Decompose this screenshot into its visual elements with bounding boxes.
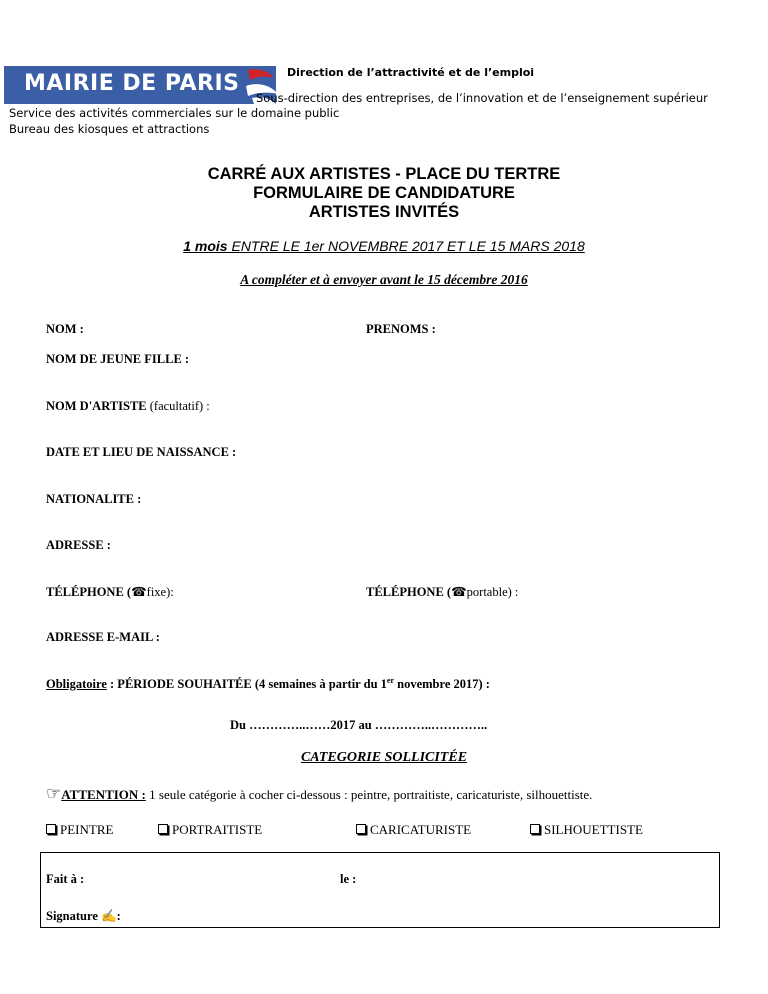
obligatoire-sup: er	[386, 676, 395, 685]
logo-text: MAIRIE DE PARIS	[24, 71, 240, 96]
field-email: ADRESSE E-MAIL :	[46, 630, 160, 644]
obligatoire-line	[46, 676, 490, 692]
period-line	[0, 238, 768, 254]
fait-a-field[interactable]: Fait à :	[46, 872, 85, 886]
attention-line	[46, 784, 592, 804]
tel-portable-label: TÉLÉPHONE (	[366, 585, 452, 599]
field-adresse: ADRESSE :	[46, 538, 111, 552]
period-range: ENTRE LE 1er NOVEMBRE 2017 ET LE 15 MARS 2018	[227, 238, 585, 254]
checkbox-icon[interactable]	[158, 824, 168, 834]
tel-fixe-note: fixe):	[146, 585, 174, 599]
checkbox-icon[interactable]	[46, 824, 56, 834]
service-text: Service des activités commerciales sur le domaine public	[9, 106, 340, 120]
checkbox-label: PORTRAITISTE	[172, 822, 263, 837]
obligatoire-text-2: novembre 2017) :	[394, 677, 490, 692]
le-field[interactable]: le :	[340, 872, 357, 886]
field-prenoms: PRENOMS :	[366, 322, 436, 336]
bureau-text: Bureau des kiosques et attractions	[9, 122, 210, 136]
obligatoire-label: Obligatoire	[46, 677, 107, 692]
obligatoire-text: : PÉRIODE SOUHAITÉE (4 semaines à partir du 1	[106, 677, 387, 692]
sous-direction-text: Sous-direction des entreprises, de l’innovation et de l’enseignement supérieur	[256, 91, 708, 105]
signature-field[interactable]	[46, 909, 121, 924]
field-nom-artiste	[46, 399, 210, 414]
field-nationalite: NATIONALITE :	[46, 492, 142, 506]
checkbox-label: PEINTRE	[60, 822, 114, 837]
field-date-lieu-naissance: DATE ET LIEU DE NAISSANCE :	[46, 445, 237, 459]
mairie-de-paris-logo	[4, 66, 276, 104]
categorie-title: CATEGORIE SOLLICITÉE	[300, 750, 468, 765]
field-nom-jeune-fille: NOM DE JEUNE FILLE :	[46, 352, 190, 366]
phone-icon: ☎	[131, 585, 147, 599]
writing-hand-icon: ✍	[101, 909, 117, 923]
checkbox-silhouettiste[interactable]	[530, 822, 643, 838]
checkbox-label: CARICATURISTE	[370, 822, 472, 837]
field-nom: NOM :	[46, 322, 84, 336]
attention-text: 1 seule catégorie à cocher ci-dessous : peintre, portraitiste, caricaturiste, silhouettiste.	[145, 787, 593, 802]
tel-portable-note: portable) :	[466, 585, 519, 599]
signature-box	[40, 852, 720, 928]
title-line-1: CARRÉ AUX ARTISTES - PLACE DU TERTRE	[207, 165, 561, 183]
checkbox-caricaturiste[interactable]	[356, 822, 471, 838]
pointing-hand-icon: ☞	[46, 784, 62, 803]
direction-text: Direction de l’attractivité et de l’emploi	[287, 66, 535, 79]
du-au-line: Du …………..……2017 au …………..…………..	[230, 718, 488, 732]
checkbox-label: SILHOUETTISTE	[544, 822, 643, 837]
field-nom-artiste-label: NOM D'ARTISTE	[46, 399, 147, 413]
checkbox-peintre[interactable]	[46, 822, 113, 838]
checkbox-portraitiste[interactable]	[158, 822, 262, 838]
checkbox-icon[interactable]	[530, 824, 540, 834]
tel-fixe-label: TÉLÉPHONE (	[46, 585, 132, 599]
signature-label: Signature	[46, 909, 98, 923]
title-line-2: FORMULAIRE DE CANDIDATURE	[253, 184, 515, 202]
field-telephone-fixe	[46, 584, 174, 600]
attention-label: ATTENTION :	[61, 787, 146, 802]
signature-colon: :	[116, 909, 121, 923]
field-nom-artiste-note: (facultatif) :	[146, 399, 210, 413]
period-duration: 1 mois	[183, 238, 228, 254]
checkbox-icon[interactable]	[356, 824, 366, 834]
deadline-text: A compléter et à envoyer avant le 15 décembre 2016	[240, 272, 528, 287]
phone-icon: ☎	[451, 585, 467, 599]
title-line-3: ARTISTES INVITÉS	[308, 203, 460, 221]
field-telephone-portable	[366, 584, 518, 600]
